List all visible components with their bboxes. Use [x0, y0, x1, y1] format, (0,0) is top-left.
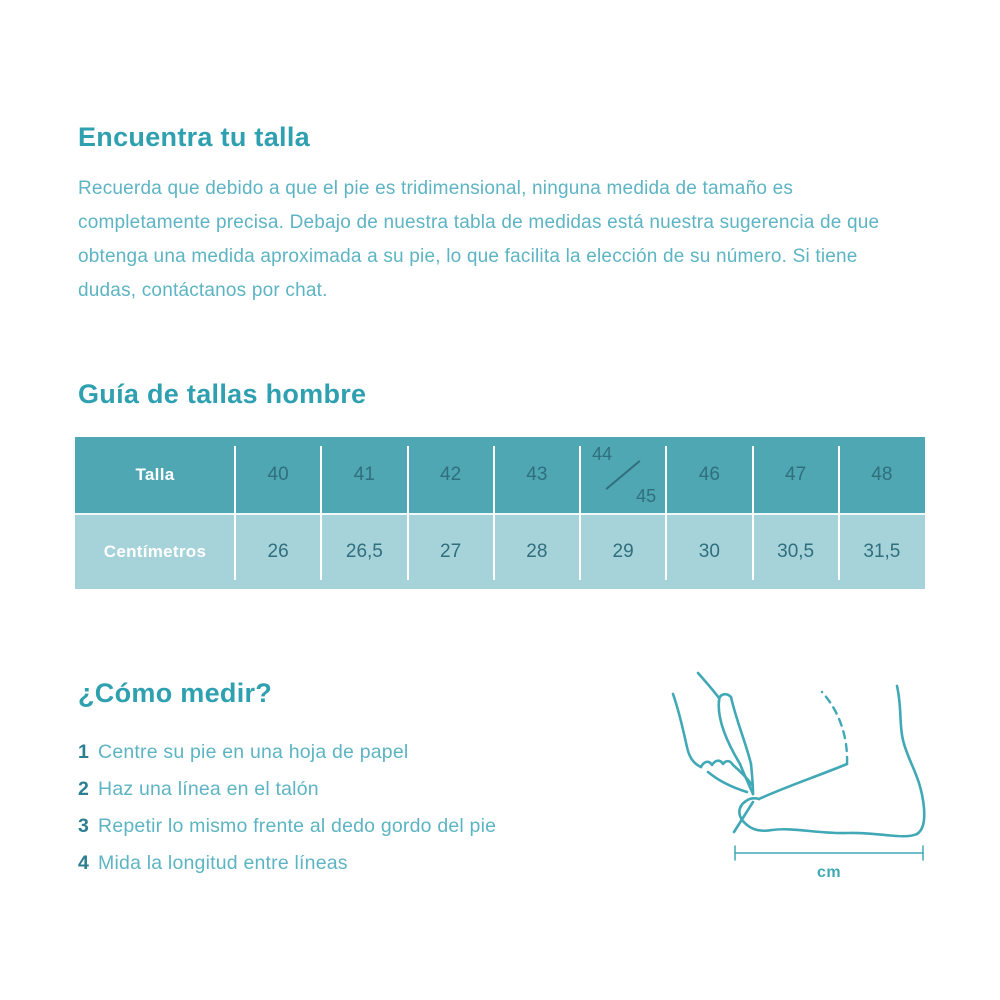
size-table-row-centimetros [75, 513, 925, 589]
cm-cell: 30 [698, 541, 720, 562]
split-size-top: 44 [592, 444, 613, 464]
cm-label: cm [816, 864, 842, 881]
find-your-size-title: Encuentra tu talla [78, 122, 310, 152]
size-table-row-talla [75, 437, 925, 513]
cm-cell: 28 [526, 541, 548, 562]
size-advice-paragraph: Recuerda que debido a que el pie es tridimensional, ninguna medida de tamaño es completamente precisa. Debajo de nuestra tabla de medidas está nuestra sugerencia de que obtenga una medida aproximada a su pie, lo que facilita la elección de su número. Si tiene dudas, contáctanos por chat. [78, 178, 880, 301]
foot-measuring-illustration [650, 660, 950, 890]
step-number: 2 [78, 778, 90, 800]
size-cell: 42 [440, 464, 462, 485]
foot-outline [739, 686, 924, 836]
step-text: Mida la longitud entre líneas [98, 852, 348, 874]
measuring-steps-list [78, 734, 496, 882]
step-number: 4 [78, 852, 90, 874]
step-text: Repetir lo mismo frente al dedo gordo del pie [98, 815, 497, 837]
split-size-bottom: 45 [636, 486, 657, 506]
step-item [78, 734, 496, 771]
step-item [78, 808, 496, 845]
size-cell: 40 [267, 464, 289, 485]
centimetros-row-label: Centímetros [103, 542, 207, 561]
cm-cell: 26,5 [345, 541, 383, 562]
step-text: Centre su pie en una hoja de papel [98, 741, 409, 763]
men-size-guide-title: Guía de tallas hombre [78, 379, 367, 409]
size-cell: 41 [353, 464, 375, 485]
foot-measuring-drawing [650, 660, 950, 890]
step-item [78, 845, 496, 882]
step-number: 1 [78, 741, 90, 763]
size-cell: 47 [785, 464, 807, 485]
size-cell: 43 [526, 464, 548, 485]
split-size-box [590, 445, 656, 505]
step-item [78, 771, 496, 808]
how-to-measure-title: ¿Cómo medir? [78, 678, 273, 708]
talla-row-label: Talla [135, 465, 175, 484]
measurement-line [735, 846, 923, 881]
size-cell: 46 [698, 464, 720, 485]
size-cell-44-45 [580, 437, 666, 513]
cm-cell: 27 [440, 541, 462, 562]
cm-cell: 31,5 [863, 541, 901, 562]
step-text: Haz una línea en el talón [98, 778, 319, 800]
cm-cell: 26 [267, 541, 289, 562]
cm-cell: 29 [612, 541, 634, 562]
size-cell: 48 [871, 464, 893, 485]
cm-cell: 30,5 [777, 541, 815, 562]
step-number: 3 [78, 815, 90, 837]
size-table [75, 437, 925, 589]
